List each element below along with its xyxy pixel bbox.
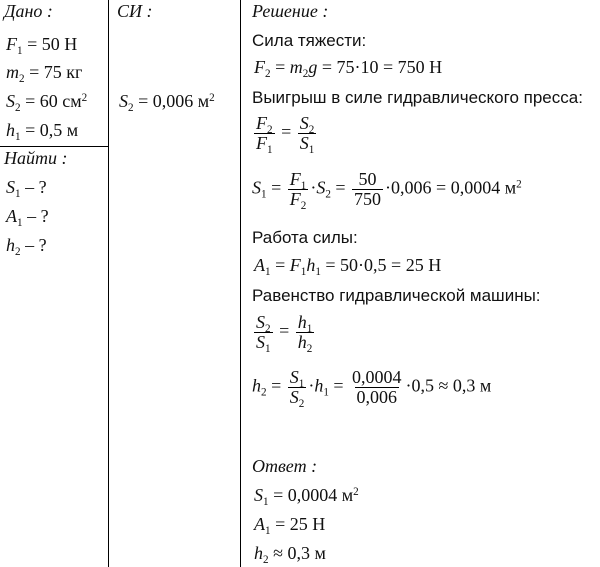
find-header: Найти : — [4, 148, 68, 168]
gravity-title: Сила тяжести: — [252, 31, 367, 50]
h2-equation: $h_2$ = $\frac{S_1}{S_2}$ $\cdot h_1$ = $\frac{0,0004}{0,006}$ ·0,5 ≈ 0,3 м — [252, 367, 492, 410]
given-item: $h_1 = 0,5$ м — [6, 120, 79, 143]
answer-header: Ответ : — [252, 456, 318, 476]
gravity-equation: $F_2 = m_2g = 75\cdot 10 = 750$ Н — [254, 57, 443, 80]
s1-equation: $S_1$ = $\frac{F_1}{F_2}$ $\cdot S_2$ = $\frac{50}{750}$ ·0,006 = 0,0004 $м^2$ — [252, 169, 522, 212]
machine-ratio: $\frac{S_2}{S_1}$ = $\frac{h_1}{h_2}$ — [256, 312, 313, 355]
divider-given-find — [0, 146, 108, 147]
given-header: Дано : — [4, 1, 53, 21]
answer-item: $A_1 = 25$ Н — [254, 514, 326, 537]
si-header: СИ : — [117, 1, 153, 21]
divider-given-si — [108, 0, 109, 567]
work-equation: $A_1 = F_1h_1 = 50\cdot 0,5 = 25$ Н — [254, 255, 442, 278]
find-item: $S_1$ – ? — [6, 177, 47, 200]
answer-item: $S_1 = 0,0004$ $м^2$ — [254, 485, 359, 508]
divider-si-solution — [240, 0, 241, 567]
given-item: $F_1 = 50$ Н — [6, 34, 78, 57]
machine-title: Равенство гидравлической машины: — [252, 286, 541, 305]
press-ratio: $\frac{F_2}{F_1}$ = $\frac{S_2}{S_1}$ — [256, 113, 315, 156]
find-item: $A_1$ – ? — [6, 206, 49, 229]
si-conversion: $S_2 = 0,006$ $м^2$ — [119, 91, 215, 114]
find-item: $h_2$ – ? — [6, 235, 47, 258]
answer-item: $h_2 \approx 0,3$ м — [254, 543, 326, 566]
given-item: $S_2 = 60$ $см^2$ — [6, 91, 88, 114]
given-item: $m_2 = 75$ кг — [6, 62, 83, 85]
solution-header: Решение : — [252, 1, 329, 21]
press-title: Выигрыш в силе гидравлического пресса: — [252, 88, 583, 107]
work-title: Работа силы: — [252, 228, 358, 247]
